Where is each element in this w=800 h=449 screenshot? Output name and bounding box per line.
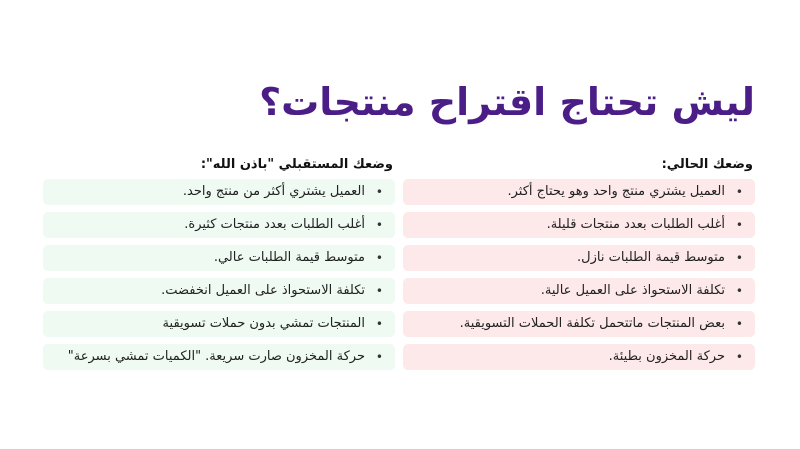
bullet-icon: • bbox=[375, 317, 383, 331]
current-item-text: أغلب الطلبات بعدد منتجات قليلة. bbox=[546, 217, 725, 232]
future-item bbox=[43, 278, 395, 304]
bullet-icon: • bbox=[735, 317, 743, 331]
current-item-text: تكلفة الاستحواذ على العميل عالية. bbox=[540, 283, 725, 298]
future-item-text: متوسط قيمة الطلبات عالي. bbox=[213, 250, 365, 265]
bullet-icon: • bbox=[735, 185, 743, 199]
future-item bbox=[43, 212, 395, 238]
current-item bbox=[403, 212, 755, 238]
slide-title: ليش تحتاج اقتراح منتجات؟ bbox=[259, 80, 755, 124]
future-item-text: تكلفة الاستحواذ على العميل انخفضت. bbox=[161, 283, 365, 298]
current-item-text: متوسط قيمة الطلبات نازل. bbox=[577, 250, 725, 265]
current-item-text: حركة المخزون بطيئة. bbox=[608, 349, 725, 364]
future-item-text: أغلب الطلبات بعدد منتجات كثيرة. bbox=[184, 217, 365, 232]
future-state-heading: وضعك المستقبلي "باذن الله": bbox=[200, 157, 393, 172]
current-state-column bbox=[403, 155, 755, 377]
current-item-text: العميل يشتري منتج واحد وهو يحتاج أكثر. bbox=[507, 184, 725, 199]
current-state-heading: وضعك الحالي: bbox=[661, 157, 753, 172]
future-item bbox=[43, 344, 395, 370]
bullet-icon: • bbox=[375, 350, 383, 364]
bullet-icon: • bbox=[375, 185, 383, 199]
current-item-text: بعض المنتجات ماتتحمل تكلفة الحملات التسويقية. bbox=[459, 316, 725, 331]
bullet-icon: • bbox=[735, 350, 743, 364]
bullet-icon: • bbox=[735, 284, 743, 298]
future-item bbox=[43, 245, 395, 271]
bullet-icon: • bbox=[735, 218, 743, 232]
current-item bbox=[403, 245, 755, 271]
bullet-icon: • bbox=[375, 251, 383, 265]
future-item-text: المنتجات تمشي بدون حملات تسويقية bbox=[162, 316, 365, 331]
bullet-icon: • bbox=[375, 284, 383, 298]
future-item-text: العميل يشتري أكثر من منتج واحد. bbox=[182, 184, 365, 199]
current-item bbox=[403, 344, 755, 370]
bullet-icon: • bbox=[375, 218, 383, 232]
future-item bbox=[43, 179, 395, 205]
bullet-icon: • bbox=[735, 251, 743, 265]
current-item bbox=[403, 311, 755, 337]
future-item bbox=[43, 311, 395, 337]
current-item bbox=[403, 179, 755, 205]
current-item bbox=[403, 278, 755, 304]
future-item-text: حركة المخزون صارت سريعة. "الكميات تمشي بسرعة" bbox=[67, 349, 365, 364]
future-state-column bbox=[43, 155, 395, 377]
